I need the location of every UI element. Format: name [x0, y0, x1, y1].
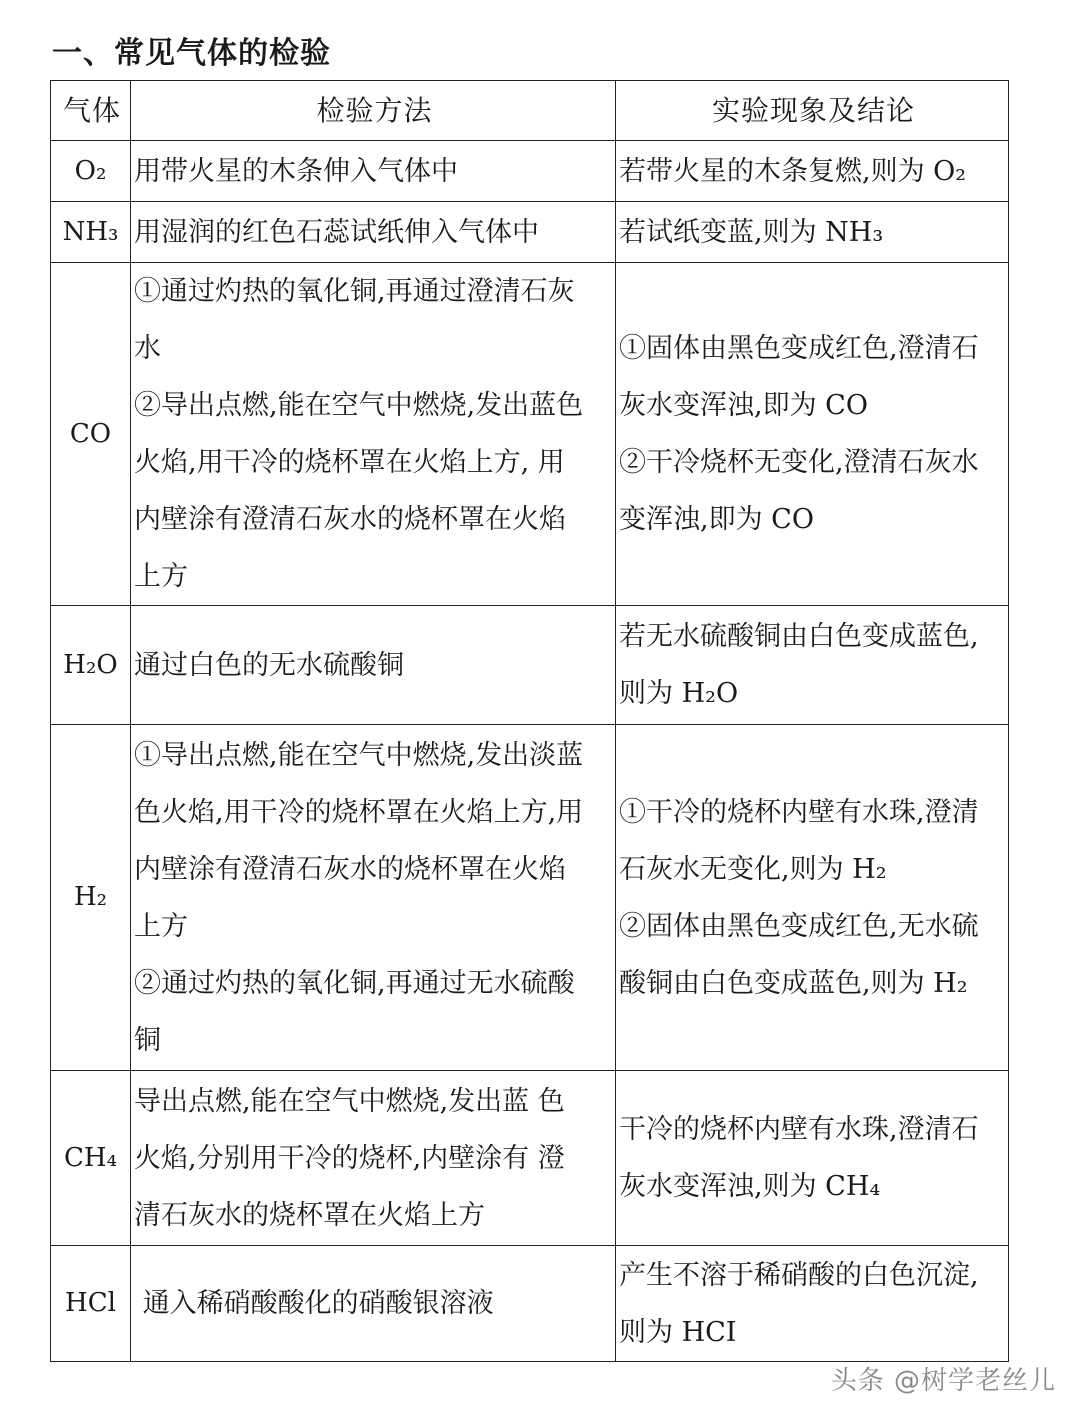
- result-line: 若带火星的木条复燃,则为 O₂: [619, 155, 967, 187]
- result-line: 酸铜由白色变成蓝色,则为 H₂: [619, 967, 968, 999]
- method-line: 上方: [134, 561, 188, 592]
- method-cell: [131, 263, 616, 606]
- header-result: 实验现象及结论: [616, 81, 1009, 141]
- result-line: ①固体由黑色变成红色,澄清石: [619, 333, 979, 364]
- gas-cell: HCl: [51, 1246, 131, 1362]
- method-line: 用带火星的木条伸入气体中: [134, 155, 458, 187]
- result-line: 变浑浊,即为 CO: [619, 504, 814, 535]
- result-line: 则为 H₂O: [619, 678, 739, 709]
- result-line: 干冷的烧杯内壁有水珠,澄清石: [619, 1114, 979, 1145]
- result-line: 若试纸变蓝,则为 NH₃: [619, 216, 884, 248]
- method-cell: [131, 725, 616, 1071]
- method-cell: [131, 1071, 616, 1246]
- gas-cell: H₂O: [51, 606, 131, 725]
- gas-cell: H₂: [51, 725, 131, 1071]
- method-line: 火焰,用干冷的烧杯罩在火焰上方, 用: [134, 447, 565, 478]
- method-cell: [131, 1246, 616, 1362]
- result-line: ①干冷的烧杯内壁有水珠,澄清: [619, 796, 979, 828]
- result-cell: [616, 1246, 1009, 1362]
- result-line: 灰水变浑浊,即为 CO: [619, 390, 868, 421]
- method-line: 内壁涂有澄清石灰水的烧杯罩在火焰: [134, 504, 566, 535]
- method-cell: [131, 606, 616, 725]
- table-row: [51, 263, 1009, 606]
- method-line: 色火焰,用干冷的烧杯罩在火焰上方,用: [134, 796, 584, 828]
- result-line: 则为 HCI: [619, 1316, 737, 1348]
- result-cell: [616, 263, 1009, 606]
- header-gas: 气体: [51, 81, 131, 141]
- method-line: ①导出点燃,能在空气中燃烧,发出淡蓝: [134, 739, 584, 771]
- method-cell: [131, 202, 616, 263]
- result-line: ②固体由黑色变成红色,无水硫: [619, 910, 979, 942]
- method-line: 内壁涂有澄清石灰水的烧杯罩在火焰: [134, 853, 566, 885]
- method-line: ①通过灼热的氧化铜,再通过澄清石灰: [134, 276, 575, 307]
- method-line: 火焰,分别用干冷的烧杯,内壁涂有 澄: [134, 1142, 565, 1174]
- method-line: 导出点燃,能在空气中燃烧,发出蓝 色: [134, 1085, 565, 1117]
- method-line: 清石灰水的烧杯罩在火焰上方: [134, 1199, 485, 1231]
- table-row: [51, 202, 1009, 263]
- method-cell: [131, 141, 616, 202]
- result-cell: [616, 1071, 1009, 1246]
- gas-detection-table: [50, 80, 1009, 1362]
- result-cell: [616, 202, 1009, 263]
- method-line: 通入稀硝酸酸化的硝酸银溶液: [134, 1288, 494, 1319]
- method-line: 用湿润的红色石蕊试纸伸入气体中: [134, 216, 539, 248]
- result-cell: [616, 725, 1009, 1071]
- method-line: 水: [134, 333, 161, 364]
- result-line: 石灰水无变化,则为 H₂: [619, 853, 887, 885]
- watermark: 头条 @树学老丝儿: [830, 1366, 1056, 1396]
- table-row: [51, 606, 1009, 725]
- result-line: 产生不溶于稀硝酸的白色沉淀,: [619, 1259, 979, 1291]
- result-line: 灰水变浑浊,则为 CH₄: [619, 1171, 881, 1202]
- method-line: ②导出点燃,能在空气中燃烧,发出蓝色: [134, 390, 584, 421]
- method-line: 通过白色的无水硫酸铜: [134, 649, 404, 681]
- header-method: 检验方法: [131, 81, 616, 141]
- gas-cell: CO: [51, 263, 131, 606]
- result-line: 若无水硫酸铜由白色变成蓝色,: [619, 621, 979, 652]
- table-row: [51, 1071, 1009, 1246]
- result-line: ②干冷烧杯无变化,澄清石灰水: [619, 447, 979, 478]
- table-row: [51, 141, 1009, 202]
- table-row: [51, 1246, 1009, 1362]
- table-header-row: [51, 81, 1009, 141]
- method-line: 上方: [134, 910, 188, 942]
- gas-cell: CH₄: [51, 1071, 131, 1246]
- page-title: 一、常见气体的检验: [52, 36, 331, 71]
- gas-cell: O₂: [51, 141, 131, 202]
- result-cell: [616, 141, 1009, 202]
- method-line: ②通过灼热的氧化铜,再通过无水硫酸: [134, 967, 575, 999]
- method-line: 铜: [134, 1024, 161, 1056]
- result-cell: [616, 606, 1009, 725]
- table-row: [51, 725, 1009, 1071]
- gas-cell: NH₃: [51, 202, 131, 263]
